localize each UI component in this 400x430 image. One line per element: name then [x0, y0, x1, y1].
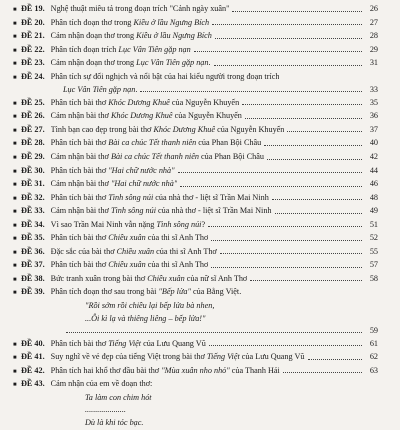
entry-number: ĐỀ 38. [21, 273, 45, 283]
entry-number: ĐỀ 31. [21, 179, 45, 189]
dot-leader [232, 10, 362, 12]
italic-title: Lục Vân Tiên gặp nạn [63, 85, 136, 95]
italic-title: "Hai chữ nước nhà" [110, 179, 178, 189]
bullet-icon: ■ [13, 7, 17, 13]
italic-title: Tình sông núi [156, 219, 202, 229]
entry-text: Phân tích đoạn trích [50, 44, 119, 54]
entry-text: của Phan Bội Châu [198, 152, 264, 162]
toc-entry[interactable] [13, 30, 378, 44]
page-number: 63 [369, 365, 378, 375]
toc-entry[interactable] [13, 97, 378, 111]
dot-leader [283, 371, 362, 373]
entry-number: ĐỀ 41. [21, 352, 45, 362]
italic-title: Lục Vân Tiên gặp nạn [136, 58, 209, 68]
entry-title [51, 192, 269, 205]
entry-text: của nhà thơ - liệt sĩ Trần Mai Ninh [155, 206, 272, 216]
entry-number: ĐỀ 42. [21, 365, 45, 375]
entry-title [51, 3, 230, 16]
page-number: 26 [369, 4, 378, 13]
dot-leader [211, 239, 362, 241]
entry-number: ĐỀ 43. [21, 379, 45, 389]
bullet-icon: ■ [13, 34, 17, 41]
bullet-icon: ■ [13, 195, 17, 202]
toc-entry[interactable] [13, 110, 378, 124]
toc-entry-continuation[interactable] [13, 325, 378, 338]
entry-number: ĐỀ 19. [21, 4, 45, 13]
entry-text: Phân tích bài thơ [50, 233, 109, 243]
poem-quote-line: ...Ôi kì lạ và thiêng liêng – bếp lửa!" [85, 313, 206, 323]
entry-title [51, 178, 178, 191]
italic-title: "Mùa xuân nho nhỏ" [161, 365, 230, 375]
entry-text: Phân tích bài thơ [50, 260, 109, 270]
toc-entry[interactable] [13, 178, 378, 192]
page-number: 61 [369, 338, 378, 348]
entry-title [51, 219, 205, 232]
entry-text: của Nguyễn Khuyến [215, 124, 285, 134]
page-number: 59 [369, 326, 378, 336]
dot-leader [178, 171, 362, 173]
bullet-icon: ■ [13, 168, 17, 175]
entry-number: ĐỀ 32. [21, 192, 45, 202]
entry-title [51, 30, 212, 43]
bullet-icon: ■ [13, 47, 17, 54]
dot-leader [242, 103, 362, 105]
entry-title [51, 205, 272, 218]
entry-title [51, 365, 280, 378]
bullet-icon: ■ [13, 236, 17, 243]
bullet-icon: ■ [13, 263, 17, 270]
entry-title [51, 71, 280, 84]
entry-text: ? [201, 219, 206, 229]
bullet-icon: ■ [13, 341, 17, 348]
entry-text: Vì sao Trần Mai Ninh vẫn nặng [50, 219, 157, 229]
toc-entry[interactable] [13, 151, 378, 165]
entry-number: ĐỀ 27. [21, 124, 45, 134]
toc-list [13, 3, 378, 430]
entry-title [51, 110, 242, 123]
toc-entry[interactable] [13, 124, 378, 138]
entry-text: Cảm nhận bài thơ [50, 179, 111, 189]
entry-text: . [135, 85, 138, 95]
page-number: 40 [369, 138, 378, 148]
page-number: 35 [369, 97, 378, 107]
bullet-icon: ■ [13, 127, 17, 134]
page-number: 37 [369, 124, 378, 134]
page-number: 55 [369, 246, 378, 256]
entry-number: ĐỀ 29. [21, 152, 45, 162]
entry-text: của Lưu Quang Vũ [239, 352, 305, 362]
entry-number: ĐỀ 28. [21, 138, 45, 148]
dot-leader [275, 212, 362, 214]
dot-leader [212, 23, 362, 25]
entry-title [51, 124, 285, 137]
toc-entry[interactable] [13, 259, 378, 273]
dot-leader [287, 130, 362, 132]
entry-text: của Lưu Quang Vũ [141, 338, 206, 348]
entry-title [51, 17, 210, 30]
entry-title [51, 259, 209, 272]
entry-text: Suy nghĩ về vẻ đẹp của tiếng Việt trong bài thơ [50, 352, 207, 362]
entry-title [63, 84, 137, 97]
entry-text: Cảm nhận của em về đoạn thơ: [50, 379, 153, 389]
entry-text: của nữ sĩ Anh Thơ [184, 273, 248, 283]
entry-title [51, 351, 305, 364]
page-number: 48 [369, 192, 378, 202]
toc-entry[interactable] [13, 246, 378, 260]
entry-title [51, 232, 209, 245]
poem-quote-line: .................... [85, 405, 126, 415]
page-number: 29 [369, 44, 378, 54]
dot-leader [267, 158, 362, 160]
toc-entry[interactable] [13, 44, 378, 58]
italic-title: Khóc Dương Khuê [108, 97, 170, 107]
poem-quote-line: "Rồi sớm rồi chiều lại bếp lửa bà nhen, [85, 301, 215, 311]
entry-text: của Nguyễn Khuyến [172, 111, 242, 121]
italic-title: Tình sông núi [110, 206, 156, 216]
entry-number: ĐỀ 23. [21, 58, 45, 68]
toc-entry[interactable] [13, 273, 378, 287]
bullet-icon: ■ [13, 141, 17, 148]
bullet-icon: ■ [13, 276, 17, 283]
italic-title: Chiều xuân [116, 246, 155, 256]
toc-entry[interactable] [13, 57, 378, 71]
bullet-icon: ■ [13, 249, 17, 256]
bullet-icon: ■ [13, 20, 17, 27]
entry-text: của Nguyễn Khuyến [169, 97, 240, 107]
dot-leader [180, 185, 362, 187]
dot-leader [194, 50, 362, 52]
page-number: 51 [369, 219, 378, 229]
entry-text: Phân tích hai khổ thơ đầu bài thơ [50, 365, 162, 375]
entry-number: ĐỀ 24. [21, 71, 45, 81]
toc-entry[interactable] [13, 137, 378, 151]
dot-leader [272, 198, 362, 200]
entry-title [51, 165, 175, 178]
toc-entry[interactable] [13, 192, 378, 206]
toc-entry[interactable] [13, 71, 378, 85]
dot-leader [264, 144, 362, 146]
dot-leader [250, 279, 362, 281]
page-number: 46 [369, 179, 378, 189]
entry-text: Phân tích bài thơ [50, 192, 109, 202]
bullet-icon: ■ [13, 290, 17, 297]
dot-leader [215, 37, 362, 39]
entry-number: ĐỀ 20. [21, 17, 45, 27]
entry-title [51, 246, 217, 259]
entry-text: của thi sĩ Anh Thơ [154, 246, 217, 256]
entry-text: Phân tích bài thơ [50, 165, 109, 175]
entry-title [51, 97, 240, 110]
entry-number: ĐỀ 34. [21, 219, 45, 229]
italic-title: Bài ca chúc Tết thanh niên [108, 138, 197, 148]
dot-leader [308, 358, 362, 360]
entry-text: của Phan Bội Châu [196, 138, 262, 148]
entry-text: Nghệ thuật miêu tả trong đoạn trích "Cảnh ngày xuân" [50, 4, 230, 13]
entry-text: Tình bạn cao đẹp trong bài thơ [50, 124, 154, 134]
bullet-icon: ■ [13, 100, 17, 107]
italic-title: Chiều xuân [147, 273, 185, 283]
dot-leader [214, 64, 362, 66]
poem-quote-line: Ta làm con chim hót [85, 392, 152, 402]
bullet-icon: ■ [13, 368, 17, 375]
entry-text: của nhà thơ - liệt sĩ Trần Mai Ninh [153, 192, 269, 202]
entry-title [51, 137, 262, 150]
italic-title: Chiều xuân [108, 260, 146, 270]
entry-number: ĐỀ 22. [21, 44, 45, 54]
entry-number: ĐỀ 40. [21, 338, 45, 348]
entry-text: của Thanh Hải [229, 365, 280, 375]
page-number: 42 [369, 152, 378, 162]
bullet-icon: ■ [13, 209, 17, 216]
toc-entry[interactable] [13, 286, 378, 300]
page-number: 31 [369, 58, 378, 68]
toc-entry-continuation[interactable] [13, 84, 378, 97]
entry-text: Cảm nhận đoạn thơ trong [50, 31, 137, 41]
dot-leader [245, 117, 362, 119]
entry-number: ĐỀ 39. [21, 287, 45, 297]
italic-title: Tiếng Việt [206, 352, 240, 362]
dot-leader [208, 225, 362, 227]
entry-text: Cảm nhận đoạn thơ trong [50, 58, 137, 68]
entry-title [51, 378, 153, 391]
entry-text: Cảm nhận bài thơ [50, 206, 111, 216]
italic-title: Tiếng Việt [108, 338, 142, 348]
toc-entry[interactable] [13, 219, 378, 233]
entry-text: Phân tích bài thơ [50, 97, 109, 107]
page-number: 49 [369, 206, 378, 216]
entry-text: Bức tranh xuân trong bài thơ [50, 273, 148, 283]
italic-title: Chiều xuân [108, 233, 146, 243]
italic-title: "Bếp lửa" [158, 287, 191, 297]
entry-text: của Bằng Việt. [190, 287, 242, 297]
entry-text: Phân tích bài thơ [50, 338, 109, 348]
page-number: 27 [369, 17, 378, 27]
dot-leader [66, 331, 362, 333]
poem-quote-line: Dù là khi tóc bạc. [85, 417, 144, 427]
italic-title: Lục Vân Tiên gặp nạn [118, 44, 191, 54]
entry-text: của thi sĩ Anh Thơ [145, 260, 209, 270]
italic-title: "Hai chữ nước nhà" [108, 165, 175, 175]
dot-leader [140, 90, 362, 92]
toc-entry[interactable] [13, 351, 378, 365]
entry-title [51, 338, 206, 351]
entry-number: ĐỀ 21. [21, 31, 45, 41]
page-number: 44 [369, 165, 378, 175]
entry-number: ĐỀ 25. [21, 97, 45, 107]
toc-entry[interactable] [13, 232, 378, 246]
entry-text: Cảm nhận bài thơ [50, 152, 111, 162]
dot-leader [211, 266, 362, 268]
page-number: 57 [369, 260, 378, 270]
bullet-icon: ■ [13, 155, 17, 162]
toc-entry[interactable] [13, 3, 378, 17]
bullet-icon: ■ [13, 182, 17, 189]
entry-title [51, 286, 242, 299]
toc-entry[interactable] [13, 17, 378, 31]
entry-title [51, 57, 211, 70]
entry-text: Phân tích bài thơ [50, 138, 109, 148]
entry-number: ĐỀ 30. [21, 165, 45, 175]
dot-leader [209, 344, 362, 346]
entry-text: Cảm nhận bài thơ [50, 111, 111, 121]
bullet-icon: ■ [13, 382, 17, 389]
bullet-icon: ■ [13, 355, 17, 362]
italic-title: Khóc Dương Khuê [110, 111, 173, 121]
page-number: 58 [369, 273, 378, 283]
toc-entry[interactable] [13, 338, 378, 352]
page-number: 52 [369, 233, 378, 243]
toc-entry[interactable] [13, 205, 378, 219]
italic-title: Khóc Dương Khuê [153, 124, 216, 134]
entry-text: Phân tích đoạn thơ sau trong bài [50, 287, 159, 297]
entry-title [51, 151, 264, 164]
entry-text: Phân tích sự đối nghịch và nổi bật của hai kiểu người trong đoạn trích [50, 71, 280, 81]
entry-number: ĐỀ 35. [21, 233, 45, 243]
toc-entry[interactable] [13, 165, 378, 179]
italic-title: Kiều ở lầu Ngưng Bích [133, 17, 210, 27]
entry-text: Phân tích đoạn thơ trong [50, 17, 134, 27]
page-number: 28 [369, 31, 378, 41]
entry-number: ĐỀ 36. [21, 246, 45, 256]
entry-number: ĐỀ 33. [21, 206, 45, 216]
entry-title [51, 44, 191, 57]
bullet-icon: ■ [13, 222, 17, 229]
entry-text: Đặc sắc của bài thơ [50, 246, 117, 256]
page-number: 62 [369, 352, 378, 362]
bullet-icon: ■ [13, 74, 17, 81]
page-number: 33 [369, 85, 378, 95]
dot-leader [220, 252, 362, 254]
italic-title: Tình sông núi [108, 192, 154, 202]
italic-title: Bài ca chúc Tết thanh niên [110, 152, 199, 162]
bullet-icon: ■ [13, 114, 17, 121]
entry-text: của thi sĩ Anh Thơ [145, 233, 209, 243]
bullet-icon: ■ [13, 61, 17, 68]
page-number: 36 [369, 111, 378, 121]
entry-number: ĐỀ 26. [21, 111, 45, 121]
entry-text: . [208, 58, 211, 68]
toc-entry[interactable] [13, 378, 378, 392]
entry-title [51, 273, 248, 286]
entry-number: ĐỀ 37. [21, 260, 45, 270]
italic-title: Kiều ở lầu Ngưng Bích [136, 31, 212, 41]
toc-entry[interactable] [13, 365, 378, 379]
